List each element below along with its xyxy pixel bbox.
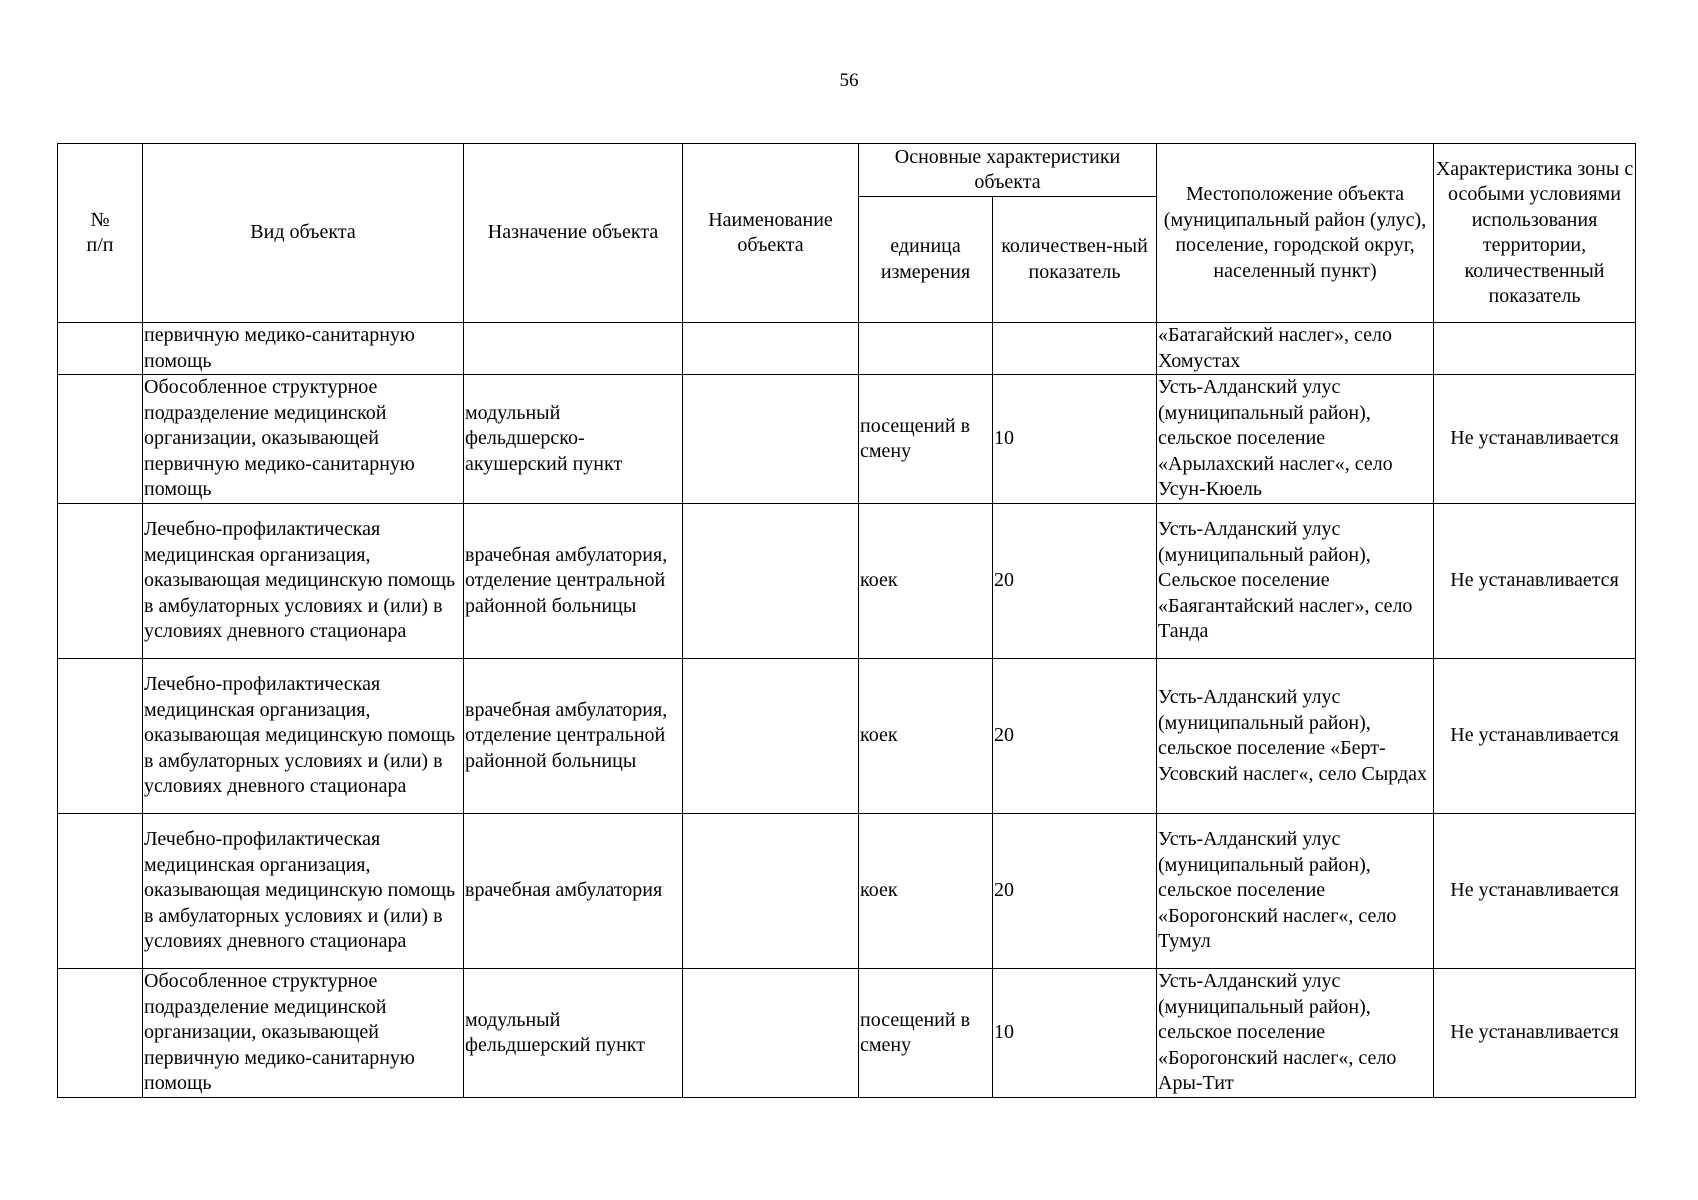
table-row — [58, 659, 1636, 814]
cell-quantity: 20 — [993, 814, 1157, 969]
cell-type: Лечебно-профилактическая медицинская организация, оказывающая медицинскую помощь в амбулаторных условиях и (или) в условиях дневного стационара — [143, 504, 464, 659]
cell-type: Лечебно-профилактическая медицинская организация, оказывающая медицинскую помощь в амбулаторных условиях и (или) в условиях дневного стационара — [143, 814, 464, 969]
cell-quantity — [993, 323, 1157, 375]
cell-zone: Не устанавливается — [1434, 814, 1636, 969]
cell-purpose: врачебная амбулатория, отделение центральной районной больницы — [464, 659, 683, 814]
cell-location: Усть-Алданский улус (муниципальный район), сельское поселение «Арылахский наслег«, село Усун-Кюель — [1157, 375, 1434, 504]
cell-unit: коек — [859, 814, 993, 969]
cell-name — [683, 659, 859, 814]
table-row — [58, 375, 1636, 504]
cell-num — [58, 659, 143, 814]
cell-num — [58, 375, 143, 504]
table-header — [58, 144, 1636, 323]
cell-zone — [1434, 323, 1636, 375]
header-purpose: Назначение объекта — [464, 144, 683, 323]
cell-name — [683, 504, 859, 659]
cell-quantity: 10 — [993, 375, 1157, 504]
cell-location: Усть-Алданский улус (муниципальный район), Сельское поселение «Баягантайский наслег», село Танда — [1157, 504, 1434, 659]
cell-zone: Не устанавливается — [1434, 504, 1636, 659]
page-number: 56 — [839, 70, 859, 91]
cell-unit — [859, 323, 993, 375]
cell-purpose: модульный фельдшерский пункт — [464, 969, 683, 1098]
cell-zone: Не устанавливается — [1434, 375, 1636, 504]
objects-table — [57, 143, 1636, 1098]
cell-type: Обособленное структурное подразделение медицинской организации, оказывающей первичную медико-санитарную помощь — [143, 969, 464, 1098]
cell-unit: коек — [859, 504, 993, 659]
header-unit: единица измерения — [859, 197, 993, 323]
cell-purpose: врачебная амбулатория — [464, 814, 683, 969]
cell-quantity: 20 — [993, 659, 1157, 814]
cell-location: Усть-Алданский улус (муниципальный район), сельское поселение «Берт-Усовский наслег«, село Сырдах — [1157, 659, 1434, 814]
cell-type: Лечебно-профилактическая медицинская организация, оказывающая медицинскую помощь в амбулаторных условиях и (или) в условиях дневного стационара — [143, 659, 464, 814]
header-zone: Характеристика зоны с особыми условиями использования территории, количественный показатель — [1434, 144, 1636, 323]
cell-name — [683, 969, 859, 1098]
header-location: Местоположение объекта (муниципальный район (улус), поселение, городской округ, населенный пункт) — [1157, 144, 1434, 323]
cell-purpose: врачебная амбулатория, отделение центральной районной больницы — [464, 504, 683, 659]
cell-type: Обособленное структурное подразделение медицинской организации, оказывающей первичную медико-санитарную помощь — [143, 375, 464, 504]
cell-name — [683, 323, 859, 375]
cell-location: Усть-Алданский улус (муниципальный район), сельское поселение «Борогонский наслег«, село Ары-Тит — [1157, 969, 1434, 1098]
cell-unit: посещений в смену — [859, 969, 993, 1098]
cell-unit: коек — [859, 659, 993, 814]
cell-num — [58, 969, 143, 1098]
cell-num — [58, 323, 143, 375]
cell-purpose — [464, 323, 683, 375]
cell-purpose: модульный фельдшерско-акушерский пункт — [464, 375, 683, 504]
table-row — [58, 323, 1636, 375]
header-name: Наименование объекта — [683, 144, 859, 323]
header-num: № п/п — [58, 144, 143, 323]
header-type: Вид объекта — [143, 144, 464, 323]
cell-name — [683, 814, 859, 969]
table-body — [58, 323, 1636, 1098]
cell-zone: Не устанавливается — [1434, 969, 1636, 1098]
cell-num — [58, 814, 143, 969]
cell-name — [683, 375, 859, 504]
cell-unit: посещений в смену — [859, 375, 993, 504]
table-row — [58, 969, 1636, 1098]
table-row — [58, 814, 1636, 969]
cell-quantity: 20 — [993, 504, 1157, 659]
cell-location: Усть-Алданский улус (муниципальный район), сельское поселение «Борогонский наслег«, село Тумул — [1157, 814, 1434, 969]
cell-zone: Не устанавливается — [1434, 659, 1636, 814]
cell-num — [58, 504, 143, 659]
header-main-characteristics: Основные характеристики объекта — [859, 144, 1157, 197]
table-row — [58, 504, 1636, 659]
header-quantity: количествен-ный показатель — [993, 197, 1157, 323]
cell-type: первичную медико-санитарную помощь — [143, 323, 464, 375]
cell-quantity: 10 — [993, 969, 1157, 1098]
cell-location: «Батагайский наслег», село Хомустах — [1157, 323, 1434, 375]
